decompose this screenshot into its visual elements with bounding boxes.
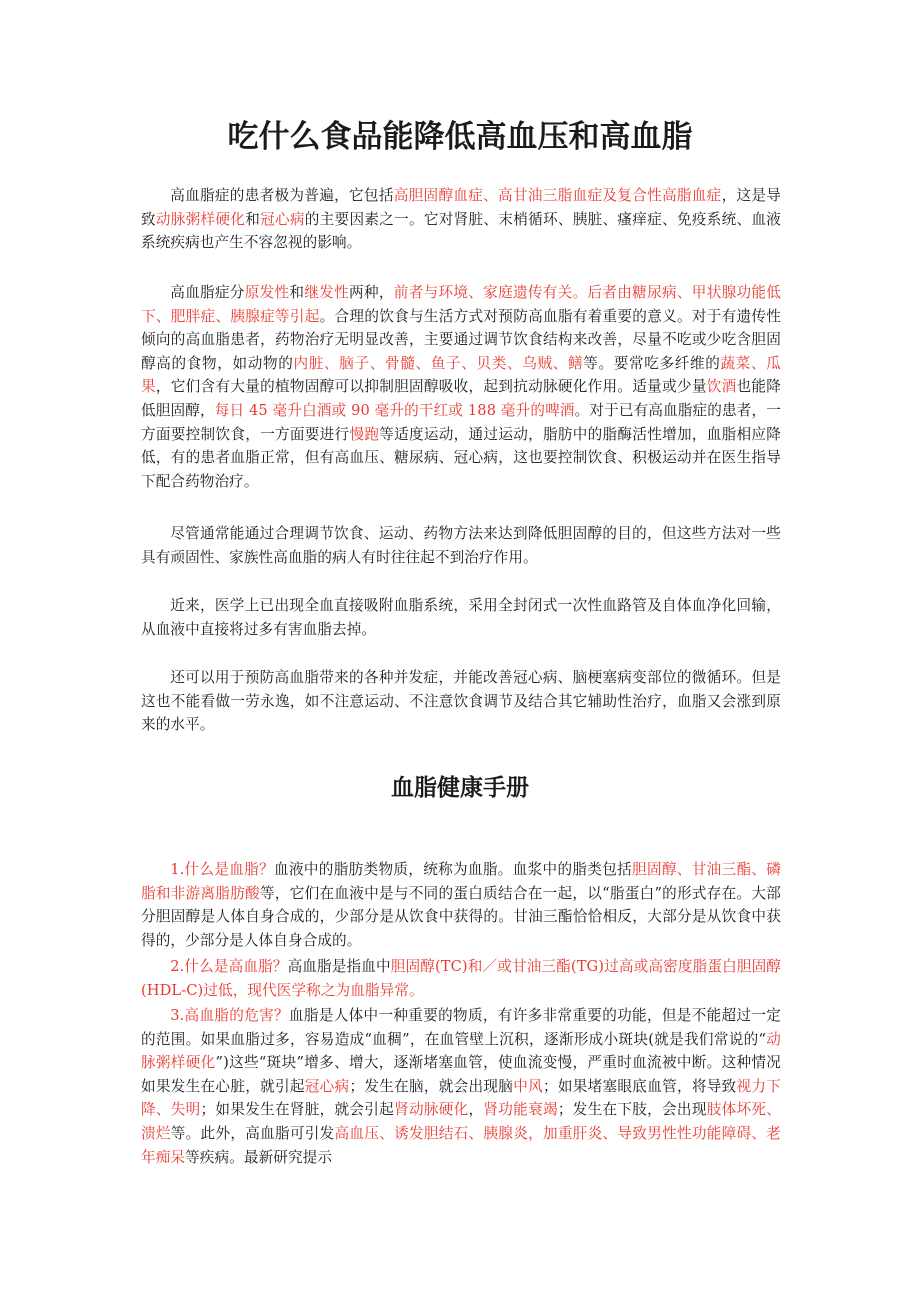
paragraph-text: ；如果发生在肾脏，就会引起	[200, 1101, 395, 1119]
paragraph-text: 也能降低胆固醇，	[141, 378, 781, 419]
paragraph-text: 高血脂症的患者极为普遍，它包括	[170, 187, 394, 204]
page-title: 吃什么食品能降低高血压和高血脂	[227, 119, 693, 155]
paragraph-text: 。合理的饮食与生活方式对预防高血脂有着重要的意义。对于有遗传性倾向的高血脂患者，药物治疗无明显改善，主要通过调节饮食结构来改善，尽量不吃或少吃含胆固醇高的食物，如动物的	[141, 307, 781, 372]
paragraph-text: 的主要因素之一。它对肾脏、末梢循环、胰脏、瘙痒症、免疫系统、血液系统疾病也产生不容忽视的影响。	[141, 210, 781, 252]
paragraph-text: 。对于已有高血脂症的患者，一方面要控制饮食，一方面要进行	[141, 401, 781, 443]
paragraph-text: 高血脂症分	[170, 284, 245, 301]
intro-paragraph-2	[141, 281, 781, 493]
paragraph-text: 近来，医学上已出现全血直接吸附血脂系统，采用全封闭式一次性血路管及自体血净化回输，从血液中直接将过多有害血脂去掉。	[141, 597, 781, 638]
intro-paragraph-1	[141, 184, 781, 255]
highlighted-text: 原发性	[244, 284, 290, 301]
intro-paragraph-4	[141, 594, 781, 641]
highlighted-text: 动脉粥样硬化	[155, 210, 246, 228]
highlighted-text: 饮酒	[706, 378, 737, 396]
paragraph-text: 等疾病。最新研究提示	[185, 1148, 333, 1166]
intro-paragraph-5	[141, 666, 781, 737]
paragraph-text: 和	[245, 210, 261, 228]
highlighted-text: 胆固醇、甘油三酯、磷脂和非游离脂肪酸	[141, 861, 781, 902]
highlighted-text: 肾功能衰竭	[483, 1101, 558, 1119]
manual-item-2	[141, 955, 781, 1002]
paragraph-text: 还可以用于预防高血脂带来的各种并发症，并能改善冠心病、脑梗塞病变部位的微循环。但是这也不能看做一劳永逸，如不注意运动、不注意饮食调节及结合其它辅助性治疗，血脂又会涨到原来的水平。	[141, 669, 781, 734]
paragraph-text: 血脂是人体中一种重要的物质，有许多非常重要的功能，但是不能超过一定的范围。如果血脂过多，容易造成“血稠”，在血管壁上沉积，逐渐形成小斑块(就是我们常说的“	[141, 1007, 781, 1048]
highlighted-text: 高血压、诱发胆结石、胰腺炎，加重肝炎、导致男性性功能障碍、老年痴呆	[141, 1124, 781, 1166]
highlighted-text: 动脉粥样硬化	[141, 1030, 781, 1072]
highlighted-text: 冠心病	[260, 210, 305, 228]
paragraph-text: ，它们含有大量的植物固醇可以抑制胆固醇吸收，起到抗动脉硬化作用。适量或少量	[155, 378, 707, 396]
highlighted-text: 肢体坏死、溃烂	[141, 1101, 781, 1142]
intro-paragraph-3	[141, 522, 781, 569]
paragraph-text: ，这是导致	[141, 187, 781, 228]
highlighted-text: 高胆固醇血症、高甘油三脂血症及复合性高脂血症	[393, 187, 722, 204]
highlighted-text: 胆固醇(TC)和／或甘油三酯(TG)过高或高密度脂蛋白胆固醇(HDL-C)过低，现代医学称之为血脂异常。	[141, 958, 782, 999]
highlighted-text: 慢跑	[349, 425, 380, 443]
paragraph-text: ；如果堵塞眼底血管，将导致	[542, 1077, 737, 1095]
highlighted-text: 内脏、脑子、骨髓、鱼子、贝类、乌贼、鳝	[293, 354, 584, 372]
paragraph-text: 和	[289, 284, 305, 301]
paragraph-text: 尽管通常能通过合理调节饮食、运动、药物方法来达到降低胆固醇的目的，但这些方法对一些具有顽固性、家族性高血脂的病人有时往往起不到治疗作用。	[141, 525, 781, 566]
highlighted-text: 2.什么是高血脂？	[170, 958, 288, 975]
paragraph-text: 等。此外，高血脂可引发	[170, 1124, 335, 1142]
highlighted-text: 中风	[513, 1077, 543, 1095]
highlighted-text: 肾动脉硬化	[394, 1101, 469, 1119]
highlighted-text: 视力下降、失明	[141, 1077, 781, 1119]
paragraph-text: 等适度运动，通过运动，脂肪中的脂酶活性增加，血脂相应降低，有的患者血脂正常，但有高血压、糖尿病、冠心病，这也要控制饮食、积极运动并在医生指导下配合药物治疗。	[141, 425, 782, 490]
paragraph-text: ；发生在下肢，会出现	[557, 1101, 707, 1119]
highlighted-text: 每日 45 毫升白酒或 90 毫升的干红或 188 毫升的啤酒	[214, 401, 575, 419]
paragraph-text: 高血脂是指血中	[287, 958, 391, 975]
manual-item-3	[141, 1004, 781, 1169]
highlighted-text: 3.高血脂的危害？	[170, 1007, 289, 1024]
highlighted-text: 1.什么是血脂？	[170, 861, 275, 878]
paragraph-text: ，	[468, 1101, 484, 1119]
paragraph-text: 两种，	[349, 284, 394, 301]
paragraph-text: 等，它们在血液中是与不同的蛋白质结合在一起，以“脂蛋白”的形式存在。大部分胆固醇是人体自身合成的，少部分是从饮食中获得的。甘油三酯恰恰相反，大部分是从饮食中获得的，少部分是人体自身合成的。	[141, 884, 781, 949]
paragraph-text: ；发生在脑，就会出现脑	[349, 1077, 514, 1095]
highlighted-text: 冠心病	[304, 1077, 350, 1095]
highlighted-text: 前者与环境、家庭遗传有关。后者由糖尿病、甲状腺功能低下、肥胖症、胰腺症等引起	[141, 284, 781, 325]
paragraph-text: 血液中的脂肪类物质，统称为血脂。血浆中的脂类包括	[274, 861, 633, 878]
highlighted-text: 蔬菜、瓜果	[141, 354, 781, 396]
paragraph-text: 等。要常吃多纤维的	[583, 354, 721, 372]
section-title: 血脂健康手册	[391, 775, 529, 801]
paragraph-text: ”)这些“斑块”增多、增大，逐渐堵塞血管，使血流变慢，严重时血流被中断。这种情况如果发生在心脏，就引起	[141, 1054, 781, 1095]
highlighted-text: 继发性	[304, 284, 350, 301]
manual-item-1	[141, 858, 781, 952]
